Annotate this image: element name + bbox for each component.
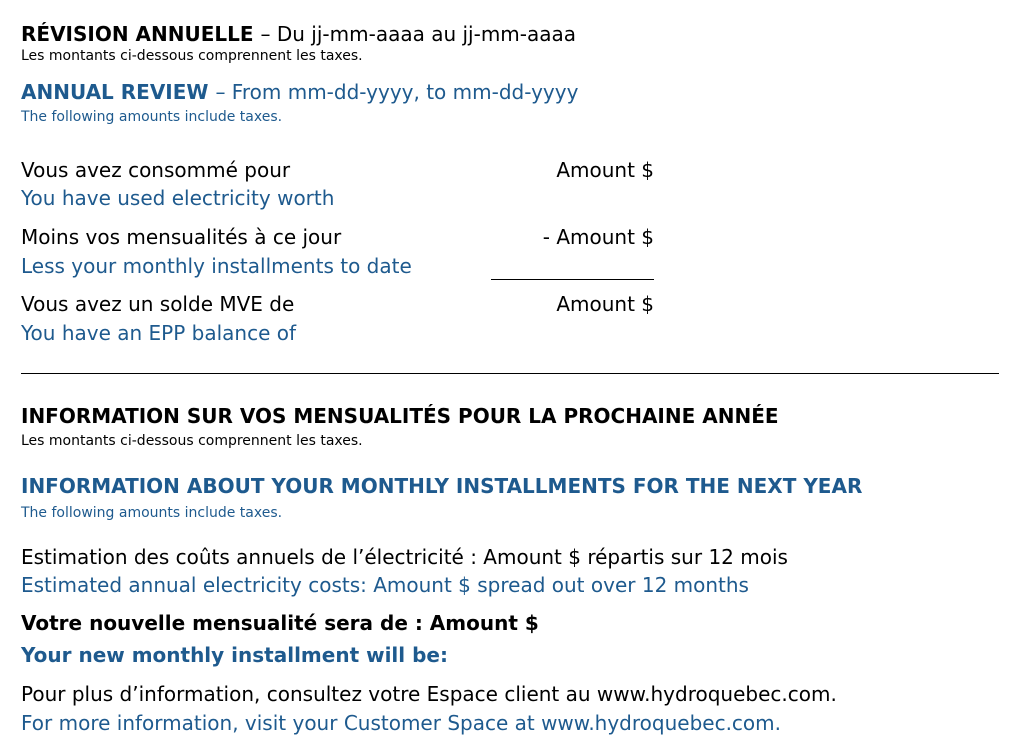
annual-review-title-en [21,80,578,104]
new-installment-fr: Votre nouvelle mensualité sera de : Amount $ [21,611,539,635]
annual-review-title-fr [21,22,576,46]
installments-label-fr: Moins vos mensualités à ce jour [21,225,342,249]
annual-review-note-fr: Les montants ci-dessous comprennent les taxes. [21,48,363,64]
next-year-note-fr: Les montants ci-dessous comprennent les taxes. [21,433,363,449]
new-installment-en: Your new monthly installment will be: [21,643,448,667]
annual-review-note-en: The following amounts include taxes. [21,109,283,125]
section-divider [21,373,999,374]
consumed-amount: Amount $ [556,158,654,182]
subtotal-rule [491,279,654,280]
balance-amount: Amount $ [556,292,654,316]
next-year-title-fr: INFORMATION SUR VOS MENSUALITÉS POUR LA PROCHAINE ANNÉE [21,404,779,428]
annual-review-dates-fr: – Du jj-mm-aaaa au jj-mm-aaaa [260,22,577,46]
installments-amount: - Amount $ [542,225,654,249]
more-info-fr: Pour plus d’information, consultez votre Espace client au www.hydroquebec.com. [21,682,837,706]
balance-label-fr: Vous avez un solde MVE de [21,292,295,316]
consumed-label-fr: Vous avez consommé pour [21,158,291,182]
estimate-en: Estimated annual electricity costs: Amount $ spread out over 12 months [21,573,749,597]
annual-review-title-en-main: ANNUAL REVIEW [21,80,209,104]
next-year-title-en: INFORMATION ABOUT YOUR MONTHLY INSTALLMENTS FOR THE NEXT YEAR [21,474,863,498]
estimate-fr: Estimation des coûts annuels de l’électricité : Amount $ répartis sur 12 mois [21,545,788,569]
annual-review-dates-en: – From mm-dd-yyyy, to mm-dd-yyyy [215,80,579,104]
installments-label-en: Less your monthly installments to date [21,254,412,278]
more-info-en: For more information, visit your Customer Space at www.hydroquebec.com. [21,711,781,735]
consumed-label-en: You have used electricity worth [21,186,335,210]
next-year-note-en: The following amounts include taxes. [21,505,283,521]
balance-label-en: You have an EPP balance of [21,321,297,345]
annual-review-title-fr-main: RÉVISION ANNUELLE [21,22,254,46]
